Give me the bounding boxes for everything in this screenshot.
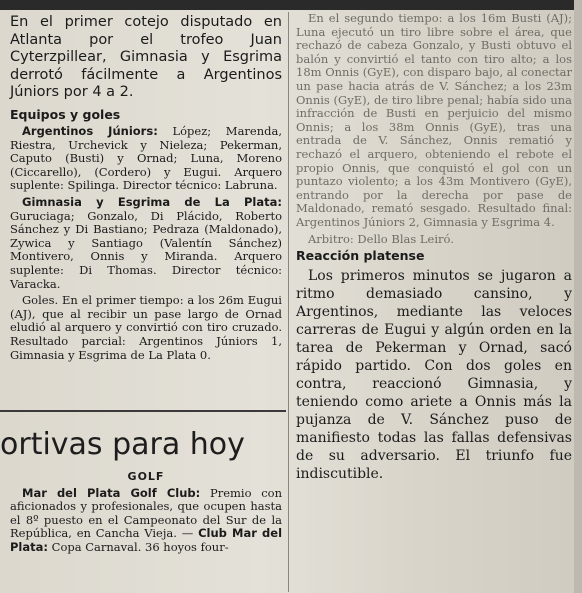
right-column: [296, 12, 572, 483]
argentinos-team-name: Argentinos Júniors:: [22, 124, 158, 139]
left-column: [10, 14, 282, 365]
golf-description-2: Copa Carnaval. 36 hoyos four-: [51, 539, 229, 554]
golf-heading: GOLF: [127, 470, 165, 483]
golf-listing: [10, 470, 282, 558]
section-banner: ortivas para hoy: [0, 428, 245, 462]
gimnasia-lineup: [10, 196, 282, 291]
column-divider: [288, 12, 289, 592]
golf-club2-name: Club Mar del Plata:: [10, 526, 283, 554]
top-headline-strip: [0, 0, 582, 10]
teams-heading: Equipos y goles: [10, 106, 121, 122]
section-rule: [0, 410, 286, 412]
first-half-goals: Goles. En el primer tiempo: a los 26m Eugui (AJ), que al recibir un pase largo de Ornad eludió al arquero y convirtió con tiro cruzado. Resultado parcial: Argentinos Júniors 1, Gimnasia y Esgrima de La Plata 0.: [10, 293, 282, 362]
referee-line: Arbitro: Dello Blas Leiró.: [308, 231, 454, 246]
article-lead: En el primer cotejo disputado en Atlanta por el trofeo Juan Cyterzpillear, Gimnasia y Esgrima derrotó fácilmente a Argentinos Júniors por 4 a 2.: [10, 14, 282, 100]
page-edge: [574, 0, 582, 593]
gimnasia-lineup-text: Guruciaga; Gonzalo, Di Plácido, Roberto Sánchez y Di Bastiano; Pedraza (Maldonado), Zywica y Santiago (Valentín Sánchez) Montivero, Onnis y Miranda. Arquero suplente: Di Thomas. Director técnico: Varacka.: [10, 208, 282, 291]
reaction-heading: Reacción platense: [296, 248, 425, 264]
golf-description: Premio con aficionados y profesionales, que ocupen hasta el 8º puesto en el Campeonato del Sur de la República, en Cancha Vieja. —: [10, 485, 282, 541]
reaction-text: Los primeros minutos se jugaron a ritmo demasiado cansino, y Argentinos, mediante las veloces carreras de Eugui y algún orden en la tarea de Pekerman y Ornad, sacó rápido partido. Con dos goles en contra, reaccionó Gimnasia, y teniendo como ariete a Onnis más la pujanza de V. Sánchez puso de manifiesto todas las fallas defensivas de su adversario. El triunfo fue indiscutible.: [296, 267, 572, 482]
golf-text: [10, 487, 282, 555]
second-half-goals: En el segundo tiempo: a los 16m Busti (AJ); Luna ejecutó un tiro libre sobre el área, que rechazó de cabeza Gonzalo, y Busti obtuvo el balón y convirtió el tanto con tiro alto; a los 18m Onnis (GyE), con disparo bajo, al conectar un pase hacia atrás de V. Sánchez; a los 23m Onnis (GyE), de tiro libre penal; había sido una infracción de Busti en perjuicio del mismo Onnis; a los 38m Onnis (GyE), tras una entrada de V. Sánchez, Onnis rematió y rechazó el arquero, obteniendo el rebote el propio Onnis, que conquistó el gol con un puntazo violento; a los 43m Montivero (GyE), entrando por la derecha por pase de Maldonado, remató sesgado. Resultado final: Argentinos Júniors 2, Gimnasia y Esgrima 4.: [296, 11, 572, 229]
argentinos-lineup-text: López; Marenda, Riestra, Urchevick y Nieleza; Pekerman, Caputo (Busti) y Ornad; Luna, Moreno (Ciccarello), (Cordero) y Eugui. Arquero suplente: Spilinga. Director técnico: Labruna.: [10, 124, 283, 193]
golf-club-name: Mar del Plata Golf Club:: [22, 485, 201, 500]
argentinos-lineup: [10, 125, 282, 193]
gimnasia-team-name: Gimnasia y Esgrima de La Plata:: [22, 195, 282, 210]
